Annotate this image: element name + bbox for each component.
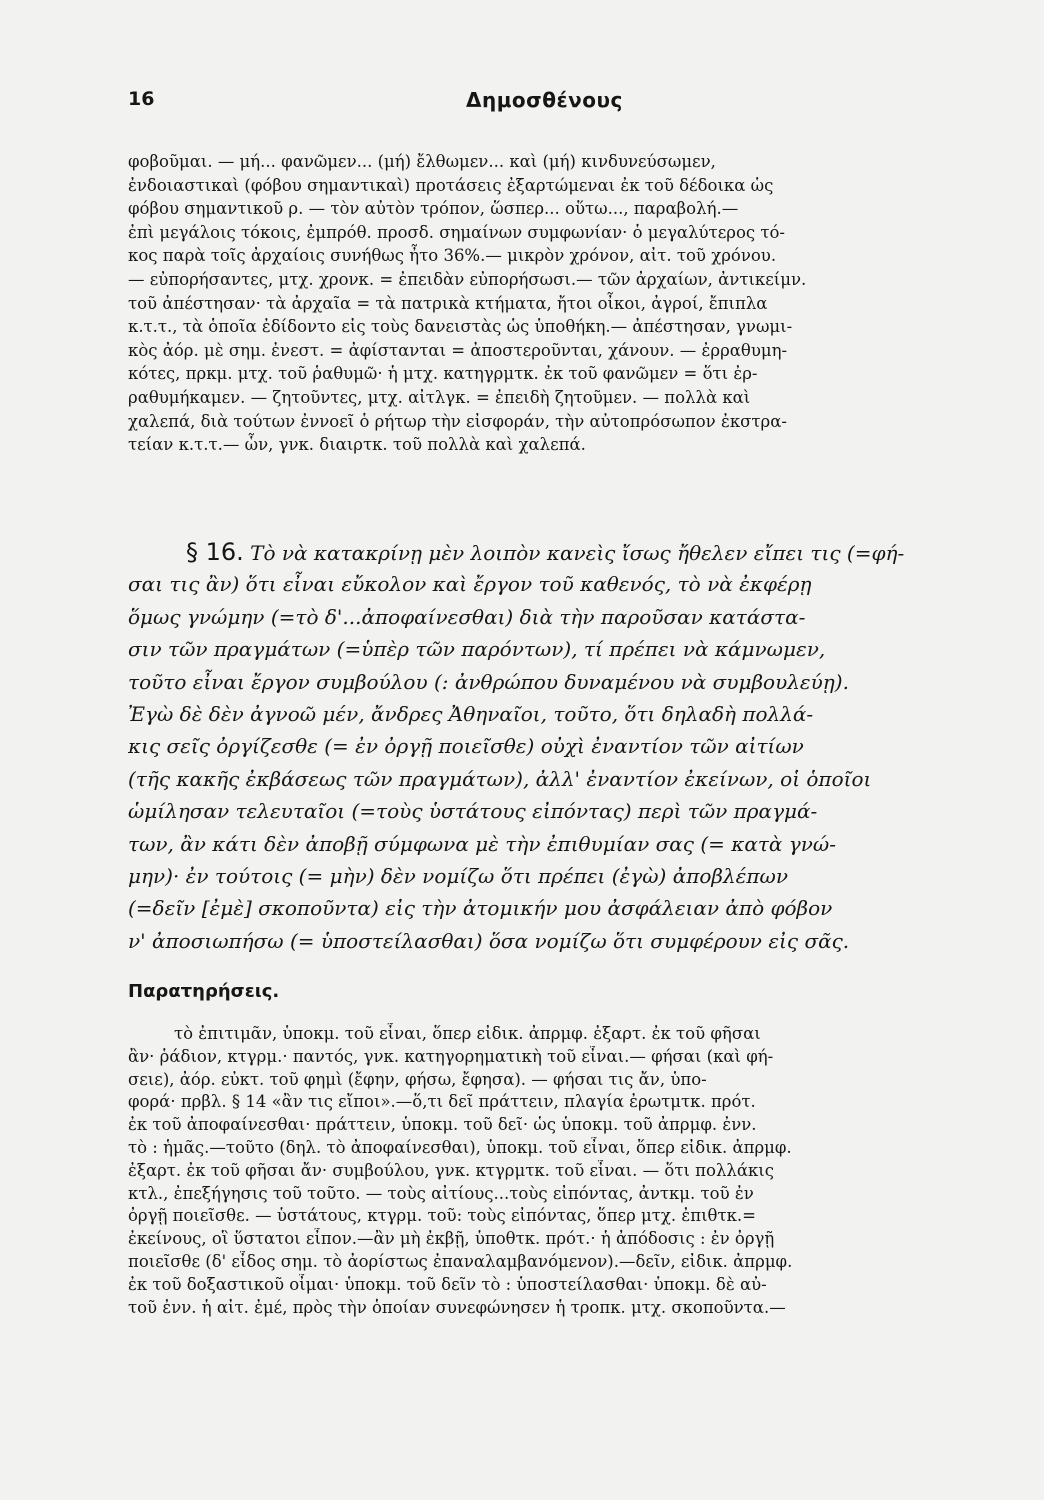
notes-line: ἐξαρτ. ἐκ τοῦ φῆσαι ἄν· συμβούλου, γνκ. κτγρμτκ. τοῦ εἶναι. — ὅτι πολλάκις — [128, 1160, 775, 1180]
notes-heading: Παρατηρήσεις. — [128, 981, 280, 1002]
translation-line: ὅμως γνώμην (=τὸ δ'...ἀποφαίνεσθαι) διὰ τὴν παροῦσαν κατάστα- — [128, 604, 806, 629]
notes-line: ἐκ τοῦ δοξαστικοῦ οἶμαι· ὑποκμ. τοῦ δεῖν τὸ : ὑποστείλασθαι· ὑποκμ. δὲ αὐ- — [128, 1274, 767, 1294]
notes-line: ὀργῇ ποιεῖσθε. — ὑστάτους, κτγρμ. τοῦ: τοὺς εἰπόντας, ὅπερ μτχ. ἐπιθτκ.= — [128, 1206, 756, 1226]
commentary-line: κότες, πρκμ. μτχ. τοῦ ῥαθυμῶ· ἡ μτχ. κατηγρμτκ. ἐκ τοῦ φανῶμεν = ὅτι ἐρ- — [128, 364, 758, 384]
notes-line: κτλ., ἐπεξήγησις τοῦ τοῦτο. — τοὺς αἰτίους...τοὺς εἰπόντας, ἀντκμ. τοῦ ἐν — [128, 1183, 754, 1203]
commentary-line: — εὐπορήσαντες, μτχ. χρονκ. = ἐπειδὰν εὐπορήσωσι.— τῶν ἀρχαίων, ἀντικείμν. — [128, 269, 807, 289]
translation-line: κις σεῖς ὀργίζεσθε (= ἐν ὀργῇ ποιεῖσθε) οὐχὶ ἐναντίον τῶν αἰτίων — [128, 734, 804, 759]
notes-line: ἂν· ῥάδιον, κτγρμ.· παντός, γνκ. κατηγορηματικὴ τοῦ εἶναι.— φήσαι (καὶ φή- — [128, 1046, 774, 1066]
translation-line: σαι τις ἂν) ὅτι εἶναι εὔκολον καὶ ἔργον τοῦ καθενός, τὸ νὰ ἐκφέρῃ — [128, 572, 812, 597]
page-header — [128, 84, 908, 120]
commentary-line: χαλεπά, διὰ τούτων ἐννοεῖ ὁ ρήτωρ τὴν εἰσφοράν, τὴν αὐτοπρόσωπον ἐκστρα- — [128, 411, 787, 431]
notes-line: φορά· πρβλ. § 14 «ἂν τις εἴποι».—ὅ,τι δεῖ πράττειν, πλαγία ἐρωτμτκ. πρότ. — [128, 1092, 756, 1112]
translation-block — [128, 536, 908, 957]
commentary-line: τοῦ ἀπέστησαν· τὰ ἀρχαῖα = τὰ πατρικὰ κτήματα, ἤτοι οἶκοι, ἀγροί, ἔπιπλα — [128, 293, 768, 313]
translation-line: μην)· ἐν τούτοις (= μὴν) δὲν νομίζω ὅτι πρέπει (ἐγὼ) ἀποβλέπων — [128, 863, 788, 888]
notes-block — [128, 1023, 908, 1319]
commentary-line: τείαν κ.τ.τ.— ὧν, γνκ. διαιρτκ. τοῦ πολλὰ καὶ χαλεπά. — [128, 435, 586, 455]
commentary-line: ραθυμήκαμεν. — ζητοῦντες, μτχ. αἰτλγκ. = ἐπειδὴ ζητοῦμεν. — πολλὰ καὶ — [128, 387, 751, 407]
notes-line: ἐκείνους, οἳ ὕστατοι εἶπον.—ἂν μὴ ἐκβῇ, ὑποθτκ. πρότ.· ἡ ἀπόδοσις : ἐν ὀργῇ — [128, 1229, 775, 1249]
commentary-line: ἐνδοιαστικαὶ (φόβου σημαντικαὶ) προτάσεις ἐξαρτώμεναι ἐκ τοῦ δέδοικα ὡς — [128, 175, 774, 195]
commentary-block — [128, 150, 908, 457]
translation-line: Ἐγὼ δὲ δὲν ἀγνοῶ μέν, ἄνδρες Ἀθηναῖοι, τοῦτο, ὅτι δηλαδὴ πολλά- — [128, 701, 814, 726]
running-title: Δημοσθένους — [466, 88, 623, 112]
page-number: 16 — [128, 88, 155, 110]
translation-line: σιν τῶν πραγμάτων (=ὑπὲρ τῶν παρόντων), τί πρέπει νὰ κάμνωμεν, — [128, 637, 826, 662]
translation-line: (τῆς κακῆς ἐκβάσεως τῶν πραγμάτων), ἀλλ' ἐναντίον ἐκείνων, οἱ ὁποῖοι — [128, 766, 872, 791]
section-number: § 16. — [186, 538, 244, 566]
notes-line: ἐκ τοῦ ἀποφαίνεσθαι· πράττειν, ὑποκμ. τοῦ δεῖ· ὡς ὑποκμ. τοῦ ἀπρμφ. ἐνν. — [128, 1115, 757, 1135]
translation-line: τοῦτο εἶναι ἔργον συμβούλου (: ἀνθρώπου δυναμένου νὰ συμβουλεύῃ). — [128, 669, 849, 694]
translation-line: ν' ἀποσιωπήσω (= ὑποστείλασθαι) ὅσα νομίζω ὅτι συμφέρουν εἰς σᾶς. — [128, 928, 850, 953]
commentary-line: φόβου σημαντικοῦ ρ. — τὸν αὐτὸν τρόπον, ὥσπερ... οὕτω..., παραβολή.— — [128, 199, 739, 219]
notes-line: τὸ : ἡμᾶς.—τοῦτο (δηλ. τὸ ἀποφαίνεσθαι), ὑποκμ. τοῦ εἶναι, ὅπερ εἰδικ. ἀπρμφ. — [128, 1137, 792, 1157]
translation-line: (=δεῖν [ἐμὲ] σκοποῦντα) εἰς τὴν ἀτομικήν μου ἀσφάλειαν ἀπὸ φόβον — [128, 896, 833, 921]
translation-line: των, ἂν κάτι δὲν ἀποβῇ σύμφωνα μὲ τὴν ἐπιθυμίαν σας (= κατὰ γνώ- — [128, 831, 836, 856]
notes-line: ποιεῖσθε (δ' εἶδος σημ. τὸ ἀορίστως ἐπαναλαμβανόμενον).—δεῖν, εἰδικ. ἀπρμφ. — [128, 1251, 793, 1271]
commentary-line: φοβοῦμαι. — μή... φανῶμεν... (μή) ἔλθωμεν... καὶ (μή) κινδυνεύσωμεν, — [128, 152, 716, 171]
notes-line: σειε), ἀόρ. εὐκτ. τοῦ φημὶ (ἔφην, φήσω, ἔφησα). — φήσαι τις ἄν, ὑπο- — [128, 1069, 707, 1089]
translation-first-line — [128, 536, 908, 568]
notes-line: τὸ ἐπιτιμᾶν, ὑποκμ. τοῦ εἶναι, ὅπερ εἰδικ. ἀπρμφ. ἐξαρτ. ἐκ τοῦ φῆσαι — [174, 1024, 761, 1043]
commentary-line: ἐπὶ μεγάλοις τόκοις, ἐμπρόθ. προσδ. σημαίνων συμφωνίαν· ὁ μεγαλύτερος τό- — [128, 222, 785, 242]
commentary-line: κ.τ.τ., τὰ ὁποῖα ἐδίδοντο εἰς τοὺς δανειστὰς ὡς ὑποθήκη.— ἀπέστησαν, γνωμι- — [128, 317, 793, 337]
commentary-line: κος παρὰ τοῖς ἀρχαίοις συνήθως ἦτο 36%.— μικρὸν χρόνον, αἰτ. τοῦ χρόνου. — [128, 246, 777, 266]
notes-line: τοῦ ἐνν. ἡ αἰτ. ἐμέ, πρὸς τὴν ὁποίαν συνεφώνησεν ἡ τροπκ. μτχ. σκοποῦντα.— — [128, 1297, 786, 1317]
commentary-line: κὸς ἀόρ. μὲ σημ. ἐνεστ. = ἀφίστανται = ἀποστεροῦνται, χάνουν. — ἐρραθυμη- — [128, 340, 788, 360]
translation-line: Τὸ νὰ κατακρίνῃ μὲν λοιπὸν κανεὶς ἴσως ἤθελεν εἴπει τις (=φή- — [250, 541, 905, 565]
translation-line: ὡμίλησαν τελευταῖοι (=τοὺς ὑστάτους εἰπόντας) περὶ τῶν πραγμά- — [128, 799, 818, 824]
